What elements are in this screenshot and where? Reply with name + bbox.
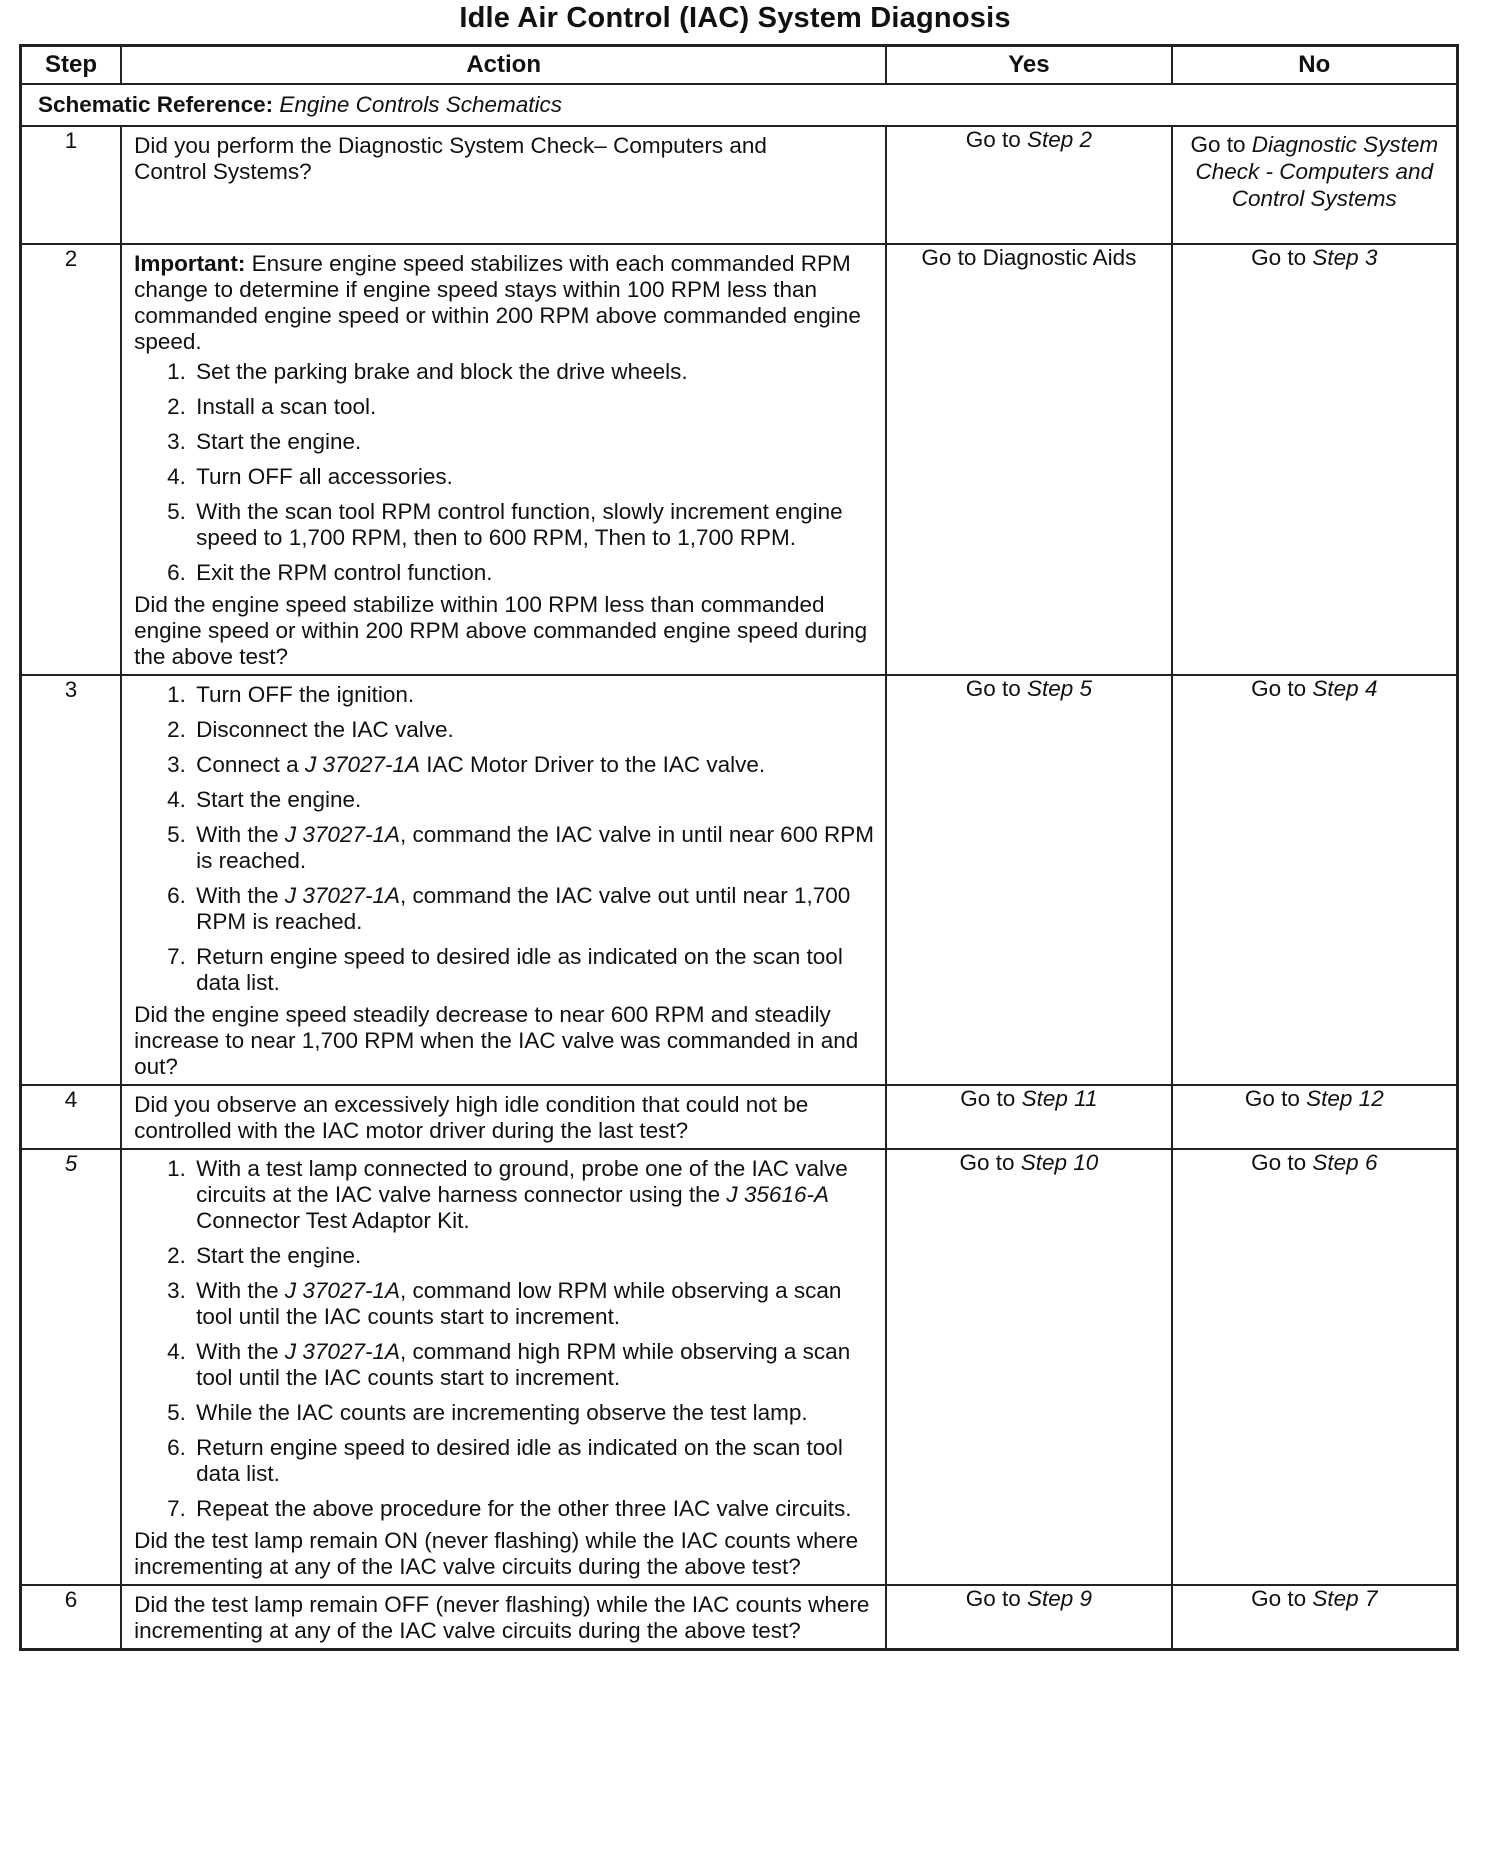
schematic-reference [21, 84, 1458, 126]
no-cell [1172, 1149, 1458, 1585]
list-item: 5. While the IAC counts are incrementing observe the test lamp. [192, 1400, 877, 1426]
table-row [21, 1149, 1458, 1585]
important-note [134, 251, 877, 355]
list-item: 6. Return engine speed to desired idle as indicated on the scan tool data list. [192, 1435, 877, 1487]
list-item: 4. Turn OFF all accessories. [192, 464, 877, 490]
step-number: 1 [21, 126, 122, 244]
schematic-reference-row [21, 84, 1458, 126]
yes-prefix: Go to [965, 1586, 1021, 1611]
yes-step-link[interactable]: Step 2 [1027, 127, 1093, 152]
item-text: Connect a [196, 752, 305, 777]
step-number: 3 [21, 675, 122, 1085]
table-row [21, 1085, 1458, 1149]
tool-name: J 37027-1A [284, 1339, 400, 1364]
list-item: 2. Install a scan tool. [192, 394, 877, 420]
list-item [192, 752, 877, 778]
schematic-link[interactable]: Engine Controls Schematics [279, 92, 563, 117]
list-item [192, 1278, 877, 1330]
table-row [21, 675, 1458, 1085]
item-text: With a test lamp connected to ground, probe one of the IAC valve circuits at the IAC valve harness connector using the [196, 1156, 848, 1207]
yes-header: Yes [886, 46, 1171, 85]
procedure-list [134, 1156, 877, 1522]
header-row [21, 46, 1458, 85]
step-number: 5 [21, 1149, 122, 1585]
no-step-link[interactable]: Step 12 [1306, 1086, 1384, 1111]
important-label: Important: [134, 251, 246, 276]
question: Did the engine speed stabilize within 100 RPM less than commanded engine speed or within 200 RPM above commanded engine speed during the above test? [134, 592, 868, 669]
no-prefix: Go to [1251, 1586, 1307, 1611]
list-item: 1. Set the parking brake and block the drive wheels. [192, 359, 877, 385]
no-step-link[interactable]: Diagnostic System Check - Computers and Control Systems [1195, 132, 1439, 211]
action-cell [121, 1149, 886, 1585]
no-prefix: Go to [1251, 1150, 1307, 1175]
no-cell [1172, 126, 1458, 244]
no-cell [1172, 1085, 1458, 1149]
no-prefix: Go to [1251, 245, 1307, 270]
action-cell [121, 244, 886, 675]
list-item: 2. Start the engine. [192, 1243, 877, 1269]
no-header: No [1172, 46, 1458, 85]
yes-link[interactable]: Go to Diagnostic Aids [921, 245, 1137, 270]
table-row [21, 244, 1458, 675]
tool-name: J 35616-A [726, 1182, 829, 1207]
item-text: With the [196, 1278, 285, 1303]
list-item [192, 1156, 877, 1234]
question: Did you observe an excessively high idle condition that could not be controlled with the IAC motor driver during the last test? [134, 1092, 809, 1143]
list-item: 2. Disconnect the IAC valve. [192, 717, 877, 743]
no-prefix: Go to [1251, 676, 1307, 701]
action-cell [121, 1585, 886, 1650]
no-cell [1172, 675, 1458, 1085]
tool-name: J 37027-1A [304, 752, 421, 777]
yes-prefix: Go to [959, 1150, 1015, 1175]
item-text: Connector Test Adaptor Kit. [196, 1208, 470, 1233]
yes-cell [886, 1085, 1171, 1149]
tool-name: J 37027-1A [284, 822, 400, 847]
yes-step-link[interactable]: Step 11 [1021, 1086, 1098, 1111]
list-item: 7. Return engine speed to desired idle as indicated on the scan tool data list. [192, 944, 877, 996]
table-row [21, 126, 1458, 244]
step-number: 6 [21, 1585, 122, 1650]
no-prefix: Go to [1244, 1086, 1300, 1111]
item-text: IAC Motor Driver to the IAC valve. [420, 752, 766, 777]
no-cell [1172, 244, 1458, 675]
action-cell [121, 126, 886, 244]
yes-cell [886, 1585, 1171, 1650]
action-cell [121, 675, 886, 1085]
step-number: 2 [21, 244, 122, 675]
item-text: , command the IAC valve in until near 600 RPM is reached. [196, 822, 874, 873]
yes-prefix: Go to [965, 127, 1021, 152]
yes-prefix: Go to [960, 1086, 1016, 1111]
action-cell [121, 1085, 886, 1149]
item-text: , command high RPM while observing a scan tool until the IAC counts start to increment. [196, 1339, 851, 1390]
list-item [192, 1339, 877, 1391]
no-step-link[interactable]: Step 6 [1312, 1150, 1378, 1175]
no-step-link[interactable]: Step 3 [1312, 245, 1378, 270]
yes-step-link[interactable]: Step 10 [1020, 1150, 1099, 1175]
question: Did the test lamp remain OFF (never flashing) while the IAC counts where incrementing at any of the IAC valve circuits during the above test? [134, 1592, 870, 1643]
schematic-label: Schematic Reference: [38, 92, 274, 117]
tool-name: J 37027-1A [284, 1278, 400, 1303]
item-text: With the [196, 883, 285, 908]
question: Did the test lamp remain ON (never flashing) while the IAC counts where incrementing at any of the IAC valve circuits during the above test? [134, 1528, 859, 1579]
list-item [192, 822, 877, 874]
yes-prefix: Go to [965, 676, 1021, 701]
step-header: Step [21, 46, 122, 85]
step-number: 4 [21, 1085, 122, 1149]
tool-name: J 37027-1A [284, 883, 400, 908]
no-prefix: Go to [1190, 132, 1246, 157]
item-text: With the [196, 822, 285, 847]
yes-cell [886, 244, 1171, 675]
question: Did the engine speed steadily decrease to near 600 RPM and steadily increase to near 1,700 RPM when the IAC valve was commanded in and out? [134, 1002, 859, 1079]
no-cell [1172, 1585, 1458, 1650]
procedure-list [134, 682, 877, 996]
yes-step-link[interactable]: Step 5 [1027, 676, 1093, 701]
diagnosis-table [19, 44, 1459, 1651]
list-item: 5. With the scan tool RPM control function, slowly increment engine speed to 1,700 RPM, then to 600 RPM, Then to 1,700 RPM. [192, 499, 877, 551]
procedure-list [134, 359, 877, 586]
yes-cell [886, 675, 1171, 1085]
table-row [21, 1585, 1458, 1650]
item-text: , command low RPM while observing a scan tool until the IAC counts start to increment. [196, 1278, 842, 1329]
list-item: 6. Exit the RPM control function. [192, 560, 877, 586]
no-step-link[interactable]: Step 7 [1312, 1586, 1378, 1611]
item-text: With the [196, 1339, 285, 1364]
important-text: Ensure engine speed stabilizes with each commanded RPM change to determine if engine speed stays within 100 RPM less than commanded engine speed or within 200 RPM above commanded engine speed. [134, 251, 861, 354]
list-item: 3. Start the engine. [192, 429, 877, 455]
list-item: 4. Start the engine. [192, 787, 877, 813]
yes-step-link[interactable]: Step 9 [1027, 1586, 1093, 1611]
page-title: Idle Air Control (IAC) System Diagnosis [459, 2, 1011, 34]
item-text: , command the IAC valve out until near 1,700 RPM is reached. [196, 883, 851, 934]
action-header: Action [121, 46, 886, 85]
list-item: 1. Turn OFF the ignition. [192, 682, 877, 708]
no-step-link[interactable]: Step 4 [1312, 676, 1378, 701]
question: Did you perform the Diagnostic System Check– Computers and Control Systems? [134, 133, 767, 184]
list-item: 7. Repeat the above procedure for the other three IAC valve circuits. [192, 1496, 877, 1522]
yes-cell [886, 1149, 1171, 1585]
yes-cell [886, 126, 1171, 244]
list-item [192, 883, 877, 935]
